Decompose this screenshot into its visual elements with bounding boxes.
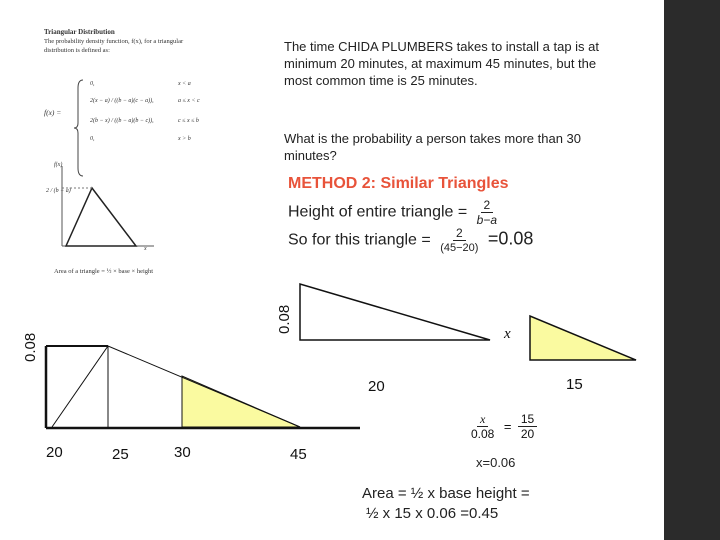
case-2-cond: a ≤ x < c xyxy=(178,98,200,104)
small-similar-triangle xyxy=(530,316,636,360)
ref-graph-peak-label: 2 / (b − a) xyxy=(46,188,71,194)
case-4-expr: 0, xyxy=(90,136,95,142)
problem-text: The time CHIDA PLUMBERS takes to install a tap is at minimum 20 minutes, at maximum 45 minutes, but the most common time is 25 minutes. xyxy=(284,39,600,88)
x-tick-25: 25 xyxy=(112,446,129,463)
case-1-expr: 0, xyxy=(90,81,95,87)
method-height-label: Height of entire triangle = xyxy=(288,203,468,221)
lhs-den: 0.08 xyxy=(471,427,495,441)
big-triangle-base-label: 20 xyxy=(368,378,385,395)
rhs-den: 20 xyxy=(520,427,535,441)
reference-intro: The probability density function, f(x), for a triangular distribution is defined as: xyxy=(44,38,184,54)
so-result: =0.08 xyxy=(487,228,534,249)
case-4-cond: x > b xyxy=(178,136,191,142)
big-similar-triangle xyxy=(300,284,490,340)
x-tick-45: 45 xyxy=(290,446,307,463)
x-tick-30: 30 xyxy=(174,444,191,461)
small-triangle-height-label: x xyxy=(504,326,511,342)
method-title: METHOD 2: Similar Triangles xyxy=(288,175,509,192)
reference-area-formula: Area of a triangle = ½ × base × height xyxy=(54,268,154,275)
lhs-fraction xyxy=(468,412,497,441)
height-num: 2 xyxy=(481,198,494,213)
proportion-equation: $\frac{x}{0.08}$ = $\frac{15}{20}$ xyxy=(466,412,539,441)
height-den: b−a xyxy=(476,213,498,227)
case-3-cond: c ≤ x ≤ b xyxy=(178,118,199,124)
area-line-1: Area = ½ x base height = xyxy=(362,485,530,502)
ref-graph-ylabel: f(x) xyxy=(54,162,63,168)
area-line-2: ½ x 15 x 0.06 =0.45 xyxy=(366,505,499,522)
case-3-expr: 2(b − x) / ((b − a)(b − c)), xyxy=(90,118,154,124)
big-triangle-height-label: 0.08 xyxy=(276,304,293,334)
small-triangle-base-label: 15 xyxy=(566,376,583,393)
case-2-expr: 2(x − a) / ((b − a)(c − a)), xyxy=(90,98,154,104)
right-sidebar-bar xyxy=(664,0,720,540)
ref-graph-xlabel: x xyxy=(144,246,147,252)
case-1-cond: x < a xyxy=(178,81,191,87)
so-den: (45−20) xyxy=(440,242,479,254)
lhs-num: x xyxy=(477,412,488,427)
rhs-num: 15 xyxy=(518,412,537,427)
x-tick-20: 20 xyxy=(46,444,63,461)
x-result: x=0.06 xyxy=(476,455,516,470)
method-so-label: So for this triangle = xyxy=(288,231,431,249)
so-num: 2 xyxy=(453,226,466,241)
reference-fx-label: f(x) = xyxy=(44,108,62,117)
reference-title: Triangular Distribution xyxy=(44,28,115,36)
rhs-fraction xyxy=(518,412,537,441)
question-text: What is the probability a person takes more than 30 minutes? xyxy=(284,131,581,163)
main-y-label: 0.08 xyxy=(22,332,39,362)
